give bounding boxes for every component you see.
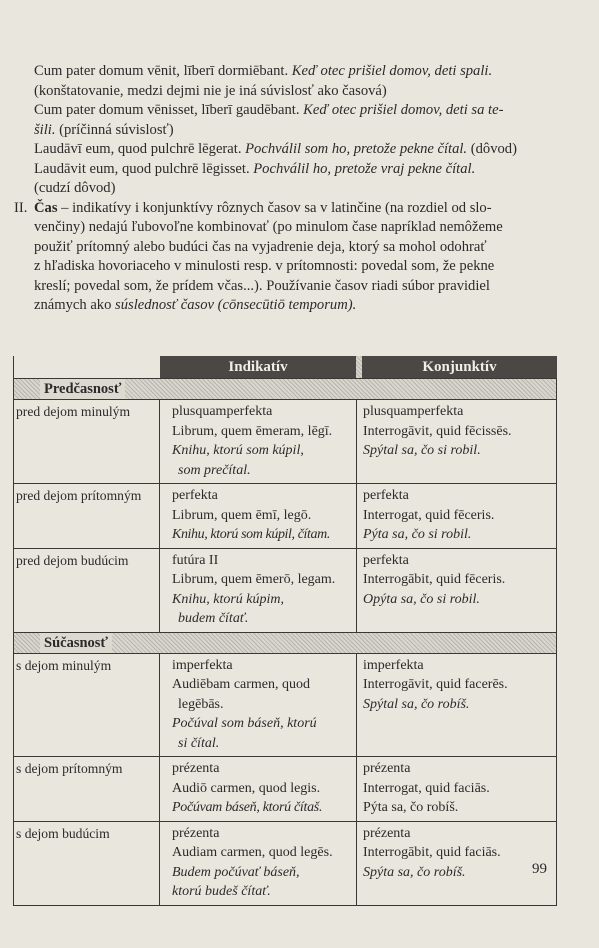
cell-text: legēbās. [178,696,224,712]
row-label: s dejom prítomným [16,761,123,776]
cell-text: Librum, quem ēmeram, lēgī. [172,423,333,439]
row-label: pred dejom budúcim [16,552,129,568]
cell-text: Pýta sa, čo robíš. [363,800,459,815]
row-label: pred dejom prítomným [16,488,142,503]
cell-text: Audiam carmen, quod legēs. [172,845,333,860]
column-header-conjunctive: Konjunktív [362,356,557,378]
cell-text: Interrogat, quid faciās. [363,780,490,796]
cell-text: plusquamperfekta [363,404,464,419]
table-row [14,399,557,483]
cell-text: som prečítal. [178,462,251,478]
cell-text: Interrogābit, quid faciās. [363,845,501,860]
cell-text: imperfekta [363,657,424,673]
cell-text: prézenta [363,761,411,776]
section-row-anterior [14,378,557,399]
cell-text: prézenta [363,825,411,841]
cell-text: Interrogāvit, quid fēcissēs. [363,423,512,439]
text-line: (cudzí dôvod) [34,180,116,196]
cell-text: Audiō carmen, quod legis. [172,780,321,796]
text-line: venčiny) nedajú ľubovoľne kombinovať (po minulom čase napríklad nemôžeme [34,219,503,235]
cell-text: Pýta sa, čo si robil. [363,527,472,542]
cell-text: Interrogāvit, quid facerēs. [363,677,508,692]
table-header [14,356,557,378]
cell-text: budem čítať. [178,611,249,626]
text-line: z hľadiska hovoriaceho v minulosti resp. v prítomnosti: povedal som, že pekne [34,258,495,274]
cell-text: Knihu, ktorú som kúpil, čítam. [172,527,330,542]
cell-text: prézenta [172,825,220,841]
column-header-indicative: Indikatív [160,356,356,378]
cell-text: Audiēbam carmen, quod [172,677,311,692]
section-label: Predčasnosť [40,379,125,399]
cell-text: Spýta sa, čo robíš. [363,864,466,880]
cell-text: futúra II [172,552,219,568]
cell-text: Knihu, ktorú som kúpil, [172,443,304,458]
header-spacer [356,356,362,378]
body-text [14,62,554,316]
cell-text: Opýta sa, čo si robil. [363,591,480,607]
text-line: Laudāvī eum, quod pulchrē lēgerat. Pochválil som ho, pretože pekne čítal. (dôvod) [34,141,517,157]
text-line: Laudāvit eum, quod pulchrē lēgisset. Pochválil ho, pretože vraj pekne čítal. [34,160,476,177]
text-line: použiť prítomný alebo budúci čas na vyjadrenie deja, ktorý sa mohol odohrať [34,238,487,255]
text-line: Cum pater domum vēnit, līberī dormiēbant. Keď otec prišiel domov, deti spali. [34,63,493,79]
cell-text: si čítal. [178,735,220,751]
text-line: Cum pater domum vēnisset, līberī gaudēbant. Keď otec prišiel domov, deti sa te- [34,102,504,118]
section-ii: II. Čas – indikatívy i konjunktívy rôznych časov sa v latinčine (na rozdiel od slo- [14,199,554,219]
cell-text: imperfekta [172,657,233,673]
table-row [14,548,557,632]
cell-text: Počúvam báseň, ktorú čítaš. [172,800,323,815]
cell-text: perfekta [172,488,218,503]
cell-text: Budem počúvať báseň, [172,864,300,880]
roman-numeral: II. [14,199,28,216]
cell-text: Knihu, ktorú kúpim, [172,591,284,607]
section-label: Súčasnosť [40,633,112,653]
table-row [14,756,557,821]
row-label: s dejom minulým [16,657,112,673]
cell-text: perfekta [363,488,409,503]
cell-text: Librum, quem ēmerō, legam. [172,572,336,587]
text-line: známych ako súslednosť časov (cōnsecūtiō temporum). [34,297,357,313]
cell-text: Spýtal sa, čo robíš. [363,696,470,712]
table-row [14,821,557,906]
tenses-table [13,356,557,906]
page-number: 99 [532,861,547,877]
text-line: šili. (príčinná súvislosť) [34,121,174,138]
table-row [14,653,557,757]
cell-text: Interrogat, quid fēceris. [363,507,495,523]
cell-text: plusquamperfekta [172,404,273,419]
cell-text: Interrogābit, quid fēceris. [363,572,506,587]
cell-text: prézenta [172,761,220,776]
cell-text: Počúval som báseň, ktorú [172,716,317,731]
cell-text: Librum, quem ēmī, legō. [172,507,312,523]
text-line: (konštatovanie, medzi dejmi nie je iná súvislosť ako časová) [34,82,387,99]
text-line: kreslí; povedal som, že prídem včas...). Používanie časov riadi súbor pravidiel [34,277,490,294]
cell-text: Spýtal sa, čo si robil. [363,443,481,458]
row-label: pred dejom minulým [16,404,131,419]
table-row [14,483,557,548]
cell-text: perfekta [363,552,409,568]
row-label: s dejom budúcim [16,825,110,841]
cell-text: ktorú budeš čítať. [172,884,271,899]
section-row-simultaneous [14,632,557,653]
section-heading: Čas [34,199,58,216]
